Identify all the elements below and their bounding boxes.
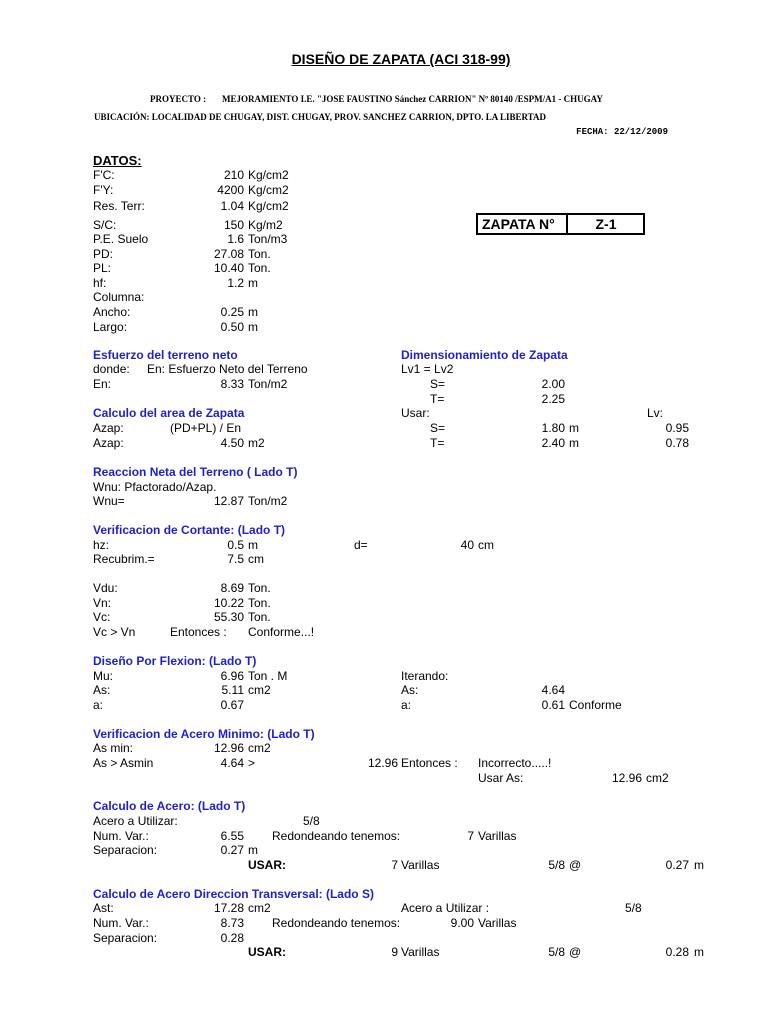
hz-label: hz: bbox=[93, 538, 110, 552]
datos-label: hf: bbox=[93, 276, 107, 290]
vc-result: Conforme...! bbox=[248, 625, 315, 639]
datos-value: 0.25 bbox=[220, 305, 244, 319]
datos-unit: Kg/cm2 bbox=[248, 183, 289, 197]
separacion-s-label: Separacion: bbox=[93, 931, 158, 945]
usar-as-value: 12.96 bbox=[611, 771, 642, 785]
page-title: DISEÑO DE ZAPATA (ACI 318-99) bbox=[291, 51, 511, 67]
ast-value: 17.28 bbox=[213, 901, 244, 915]
usar-t-spacing: 0.27 bbox=[665, 858, 689, 872]
separacion-t-unit: m bbox=[248, 843, 258, 857]
s1-value: 2.00 bbox=[541, 377, 565, 391]
datos-heading: DATOS: bbox=[93, 153, 142, 168]
usar-s-label: USAR: bbox=[248, 945, 286, 959]
datos-value: 27.08 bbox=[213, 247, 244, 261]
reaccion-heading: Reaccion Neta del Terreno ( Lado T) bbox=[93, 465, 298, 479]
wnu-text: Wnu: Pfactorado/Azap. bbox=[93, 480, 217, 494]
as-unit: cm2 bbox=[248, 683, 271, 697]
datos-unit: m bbox=[248, 305, 258, 319]
cortante-heading: Verificacion de Cortante: (Lado T) bbox=[93, 523, 286, 537]
usar-t-count: 7 bbox=[391, 858, 398, 872]
ast-unit: cm2 bbox=[248, 901, 271, 915]
t2-value: 2.40 bbox=[541, 436, 565, 450]
datos-label: Ancho: bbox=[93, 305, 131, 319]
vdu-value: 8.69 bbox=[220, 581, 244, 595]
datos-unit: Kg/m2 bbox=[248, 218, 283, 232]
usar-t-varillas: Varillas bbox=[401, 858, 440, 872]
separacion-s-value: 0.28 bbox=[220, 931, 244, 945]
usar-as-unit: cm2 bbox=[646, 771, 669, 785]
t1-value: 2.25 bbox=[541, 392, 565, 406]
usar-s-varillas: Varillas bbox=[401, 945, 440, 959]
asmin-result: Incorrecto.....! bbox=[478, 756, 552, 770]
redondeo-s-unit: Varillas bbox=[478, 916, 517, 930]
numvar-t-label: Num. Var.: bbox=[93, 829, 149, 843]
numvar-s-label: Num. Var.: bbox=[93, 916, 149, 930]
asmin-compare-value: 12.96 bbox=[367, 756, 398, 770]
datos-label: PD: bbox=[93, 247, 114, 261]
flexion-heading: Diseño Por Flexion: (Lado T) bbox=[93, 654, 257, 668]
recubrim-value: 7.5 bbox=[227, 552, 244, 566]
proyecto-label: PROYECTO : bbox=[150, 94, 207, 104]
datos-unit: Ton. bbox=[248, 247, 271, 261]
recubrim-label: Recubrim.= bbox=[93, 552, 155, 566]
d-unit: cm bbox=[478, 538, 494, 552]
datos-value: 1.6 bbox=[227, 232, 244, 246]
vn-label: Vn: bbox=[93, 596, 112, 610]
ast-label: Ast: bbox=[93, 901, 114, 915]
lv-equality: Lv1 = Lv2 bbox=[401, 362, 454, 376]
asmin-value: 12.96 bbox=[213, 741, 244, 755]
datos-unit: Ton. bbox=[248, 261, 271, 275]
as-label: As: bbox=[93, 683, 111, 697]
usar-label: Usar: bbox=[401, 406, 430, 420]
azap-formula: (PD+PL) / En bbox=[170, 421, 242, 435]
vn-unit: Ton. bbox=[248, 596, 271, 610]
wnu-label: Wnu= bbox=[93, 494, 125, 508]
datos-label: Columna: bbox=[93, 290, 145, 304]
vn-value: 10.22 bbox=[213, 596, 244, 610]
d-label: d= bbox=[354, 538, 368, 552]
recubrim-unit: cm bbox=[248, 552, 264, 566]
hz-unit: m bbox=[248, 538, 258, 552]
datos-value: 1.04 bbox=[220, 199, 244, 213]
separacion-t-label: Separacion: bbox=[93, 843, 158, 857]
vdu-label: Vdu: bbox=[93, 581, 118, 595]
zapata-label: ZAPATA N° bbox=[482, 216, 555, 232]
s1-label: S= bbox=[430, 377, 446, 391]
datos-value: 1.2 bbox=[227, 276, 244, 290]
vdu-unit: Ton. bbox=[248, 581, 271, 595]
as-value: 5.11 bbox=[221, 683, 244, 697]
redondeando-s-label: Redondeando tenemos: bbox=[272, 916, 401, 930]
vc-value: 55.30 bbox=[213, 610, 244, 624]
vc-unit: Ton. bbox=[248, 610, 271, 624]
usar-s-count: 9 bbox=[391, 945, 398, 959]
proyecto-value: MEJORAMIENTO I.E. "JOSE FAUSTINO Sánchez CARRION" Nº 80140 /ESPM/A1 - CHUGAY bbox=[222, 94, 603, 104]
usar-s-at: @ bbox=[569, 945, 582, 959]
usar-t-unit: m bbox=[694, 858, 704, 872]
azap-value: 4.50 bbox=[220, 436, 244, 450]
datos-label: P.E. Suelo bbox=[93, 232, 149, 246]
en-label: En: bbox=[93, 377, 112, 391]
acero-t-label: Acero a Utilizar: bbox=[93, 814, 178, 828]
acero-s-heading: Calculo de Acero Direccion Transversal: (Lado S) bbox=[93, 887, 374, 901]
asmin-entonces: Entonces : bbox=[401, 756, 458, 770]
ubicacion-text: UBICACIÓN: LOCALIDAD DE CHUGAY, DIST. CHUGAY, PROV. SANCHEZ CARRION, DPTO. LA LIBERTAD bbox=[94, 112, 547, 122]
acero-t-heading: Calculo de Acero: (Lado T) bbox=[93, 799, 246, 813]
datos-unit: m bbox=[248, 276, 258, 290]
redondeando-t-label: Redondeando tenemos: bbox=[272, 829, 401, 843]
redondeo-t-value: 7 bbox=[467, 829, 474, 843]
as2-label: As: bbox=[401, 683, 419, 697]
t1-label: T= bbox=[430, 392, 445, 406]
en-unit: Ton/m2 bbox=[248, 377, 288, 391]
numvar-t-value: 6.55 bbox=[220, 829, 244, 843]
lv-label: Lv: bbox=[647, 406, 664, 420]
datos-unit: Kg/cm2 bbox=[248, 199, 289, 213]
datos-value: 210 bbox=[223, 168, 244, 182]
en-value: 8.33 bbox=[220, 377, 244, 391]
datos-label: S/C: bbox=[93, 218, 117, 232]
as-compare-value: 4.64 bbox=[220, 756, 244, 770]
mu-value: 6.96 bbox=[220, 669, 244, 683]
mu-unit: Ton . M bbox=[248, 669, 288, 683]
datos-label: Res. Terr: bbox=[93, 199, 145, 213]
s2-label: S= bbox=[430, 421, 446, 435]
asmin-label: As min: bbox=[93, 741, 134, 755]
datos-label: F'C: bbox=[93, 168, 115, 182]
datos-unit: m bbox=[248, 320, 258, 334]
dimensionamiento-heading: Dimensionamiento de Zapata bbox=[401, 348, 568, 362]
datos-label: Largo: bbox=[93, 320, 128, 334]
datos-unit: Ton/m3 bbox=[248, 232, 288, 246]
mu-label: Mu: bbox=[93, 669, 114, 683]
numvar-s-value: 8.73 bbox=[220, 916, 244, 930]
datos-value: 10.40 bbox=[213, 261, 244, 275]
donde-text: En: Esfuerzo Neto del Terreno bbox=[147, 362, 308, 376]
acero-t-value: 5/8 bbox=[303, 814, 320, 828]
asmin-unit: cm2 bbox=[248, 741, 271, 755]
iterando-label: Iterando: bbox=[401, 669, 449, 683]
usar-s-diameter: 5/8 bbox=[548, 945, 565, 959]
usar-as-label: Usar As: bbox=[478, 771, 524, 785]
vc-label: Vc: bbox=[93, 610, 111, 624]
as2-value: 4.64 bbox=[541, 683, 565, 697]
acero-s-label: Acero a Utilizar : bbox=[401, 901, 490, 915]
azap-unit: m2 bbox=[248, 436, 265, 450]
datos-label: PL: bbox=[93, 261, 112, 275]
as-asmin-compare: As > Asmin bbox=[93, 756, 154, 770]
acero-minimo-heading: Verificacion de Acero Minimo: (Lado T) bbox=[93, 727, 315, 741]
t2-unit: m bbox=[569, 436, 579, 450]
zapata-value: Z-1 bbox=[595, 216, 617, 232]
vc-entonces: Entonces : bbox=[170, 625, 227, 639]
usar-t-at: @ bbox=[569, 858, 582, 872]
a-value: 0.67 bbox=[220, 698, 244, 712]
azap2-label: Azap: bbox=[93, 436, 124, 450]
t2-lv-value: 0.78 bbox=[665, 436, 689, 450]
datos-value: 4200 bbox=[217, 183, 244, 197]
datos-value: 0.50 bbox=[220, 320, 244, 334]
s2-unit: m bbox=[569, 421, 579, 435]
datos-label: F'Y: bbox=[93, 183, 114, 197]
a-label: a: bbox=[93, 698, 104, 712]
redondeo-s-value: 9.00 bbox=[450, 916, 474, 930]
donde-label: donde: bbox=[93, 362, 130, 376]
usar-s-spacing: 0.28 bbox=[665, 945, 689, 959]
a2-label: a: bbox=[401, 698, 412, 712]
datos-value: 150 bbox=[223, 218, 244, 232]
wnu-unit: Ton/m2 bbox=[248, 494, 288, 508]
datos-unit: Kg/cm2 bbox=[248, 168, 289, 182]
area-heading: Calculo del area de Zapata bbox=[93, 406, 245, 420]
usar-t-label: USAR: bbox=[248, 858, 286, 872]
separacion-t-value: 0.27 bbox=[220, 843, 244, 857]
acero-s-value: 5/8 bbox=[625, 901, 642, 915]
s2-value: 1.80 bbox=[541, 421, 565, 435]
hz-value: 0.5 bbox=[227, 538, 244, 552]
t2-label: T= bbox=[430, 436, 445, 450]
fecha-text: FECHA: 22/12/2009 bbox=[576, 127, 668, 137]
usar-t-diameter: 5/8 bbox=[548, 858, 565, 872]
azap1-label: Azap: bbox=[93, 421, 124, 435]
redondeo-t-unit: Varillas bbox=[478, 829, 517, 843]
usar-s-unit: m bbox=[694, 945, 704, 959]
compare-operator: > bbox=[248, 756, 256, 770]
wnu-value: 12.87 bbox=[213, 494, 244, 508]
esfuerzo-heading: Esfuerzo del terreno neto bbox=[93, 348, 238, 362]
vc-vn-compare: Vc > Vn bbox=[93, 625, 136, 639]
a2-result: Conforme bbox=[569, 698, 622, 712]
s2-lv-value: 0.95 bbox=[665, 421, 689, 435]
d-value: 40 bbox=[460, 538, 474, 552]
a2-value: 0.61 bbox=[541, 698, 565, 712]
